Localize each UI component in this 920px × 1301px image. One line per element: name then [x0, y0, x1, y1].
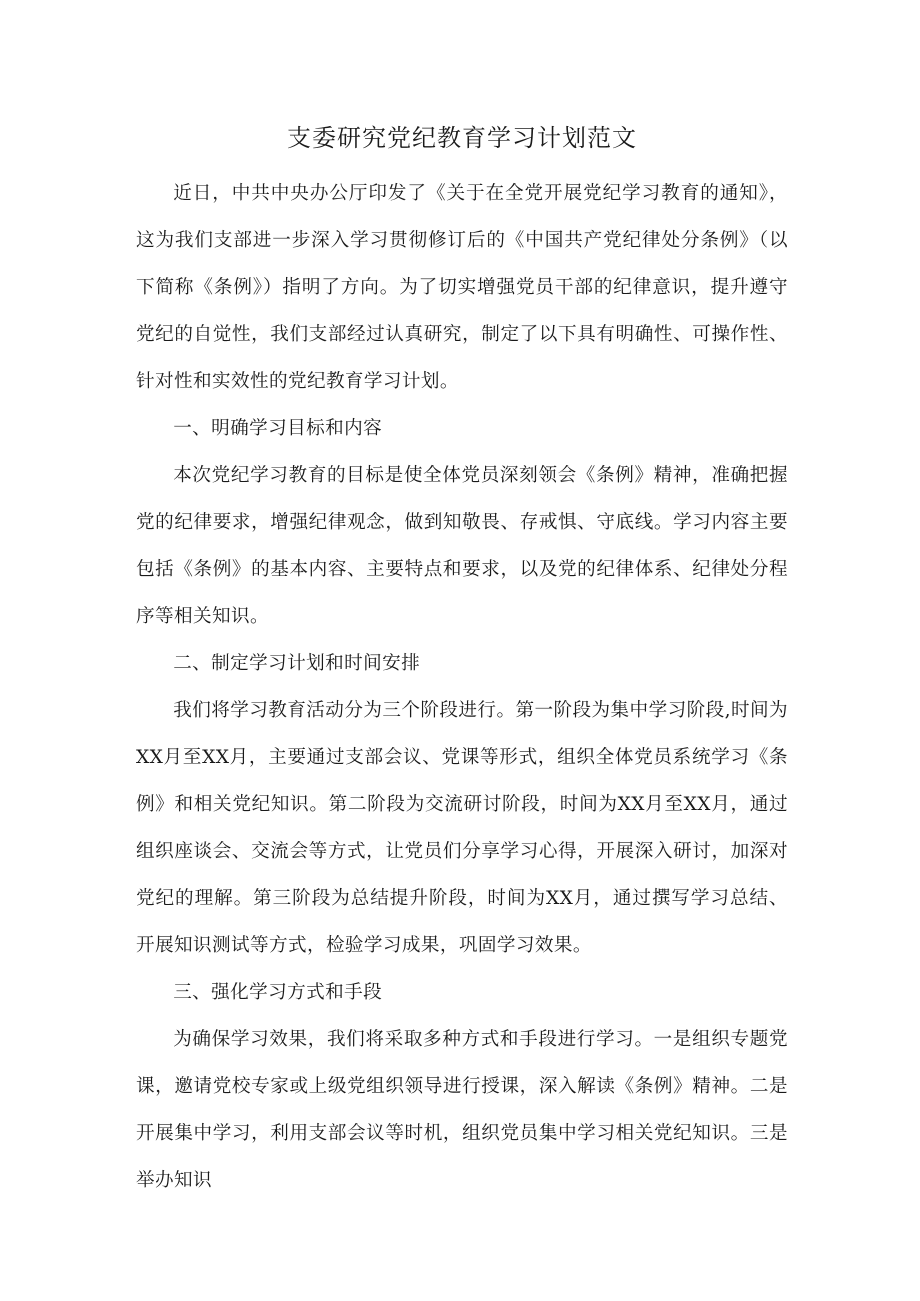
document-body: [136, 118, 788, 1204]
section-heading-1: 一、明确学习目标和内容: [173, 418, 383, 439]
document-title: 支委研究党纪教育学习计划范文: [287, 124, 637, 152]
section-heading-3: 三、强化学习方式和手段: [173, 982, 383, 1003]
section-paragraph-2: 我们将学习教育活动分为三个阶段进行。第一阶段为集中学习阶段,时间为XX月至XX月，主要通过支部会议、党课等形式，组织全体党员系统学习《条例》和相关党纪知识。第二阶段为交流研讨阶段，时间为XX月至XX月，通过组织座谈会、交流会等方式，让党员们分享学习心得，开展深入研讨，加深对党纪的理解。第三阶段为总结提升阶段，时间为XX月，通过撰写学习总结、开展知识测试等方式，检验学习成果，巩固学习效果。: [136, 700, 788, 956]
section-paragraph-3: 为确保学习效果，我们将采取多种方式和手段进行学习。一是组织专题党课，邀请党校专家或上级党组织领导进行授课，深入解读《条例》精神。二是开展集中学习，利用支部会议等时机，组织党员集中学习相关党纪知识。三是举办知识: [136, 1029, 788, 1191]
section-heading-2: 二、制定学习计划和时间安排: [173, 653, 421, 674]
section-paragraph-1: 本次党纪学习教育的目标是使全体党员深刻领会《条例》精神，准确把握党的纪律要求，增强纪律观念，做到知敬畏、存戒惧、守底线。学习内容主要包括《条例》的基本内容、主要特点和要求，以及党的纪律体系、纪律处分程序等相关知识。: [136, 465, 788, 627]
intro-paragraph: 近日，中共中央办公厅印发了《关于在全党开展党纪学习教育的通知》，这为我们支部进一步深入学习贯彻修订后的《中国共产党纪律处分条例》（以下简称《条例》）指明了方向。为了切实增强党员干部的纪律意识，提升遵守党纪的自觉性，我们支部经过认真研究，制定了以下具有明确性、可操作性、针对性和实效性的党纪教育学习计划。: [136, 183, 788, 392]
